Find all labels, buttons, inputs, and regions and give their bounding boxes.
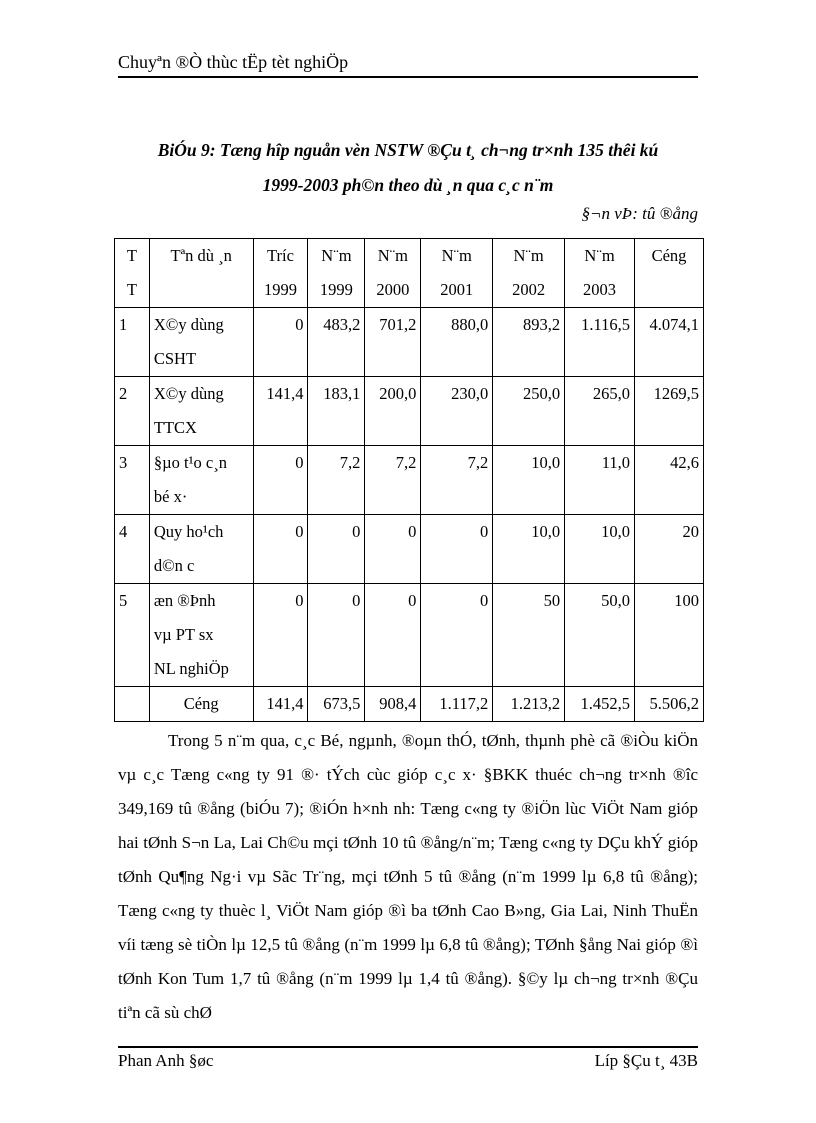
value-cell: 50 [493,584,565,687]
column-header-line: N¨m [513,246,544,265]
footer-author: Phan Anh §øc [118,1051,214,1070]
column-header [635,239,704,308]
column-header-line: 1999 [264,280,297,299]
project-name-line: X©y dùng [153,315,224,334]
value-cell: 11,0 [565,446,635,515]
value-cell: 893,2 [493,308,565,377]
row-number: 5 [115,584,150,687]
body-paragraph: Trong 5 n¨m qua, c¸c Bé, ngµnh, ®oµn thÓ, tØnh, thµnh phè cã ®iÒu kiÖn vµ c¸c Tæng c«ng ty 91 ®· tÝch cùc gióp c¸c x· §BKK thuéc ch¬ng tr×nh ®îc 349,169 tû ®ång (biÓu 7); ®iÓn h×nh nh: Tæng c«ng ty ®iÖn lùc ViÖt Nam gióp hai tØnh S¬n La, Lai Ch©u mçi tØnh 10 tû ®ång/n¨m; Tæng c«ng ty DÇu khÝ gióp tØnh Qu¶ng Ng·i vµ Sãc Tr¨ng, mçi tØnh 5 tû ®ång (n¨m 1999 lµ 6,8 tû ®ång); Tæng c«ng ty thuèc l¸ ViÖt Nam gióp ®ì ba tØnh Cao B»ng, Gia Lai, Ninh ThuËn víi tæng sè tiÒn lµ 12,5 tû ®ång (n¨m 1999 lµ 6,8 tû ®ång); TØnh §ång Nai gióp ®ì tØnh Kon Tum 1,7 tû ®ång (n¨m 1999 lµ 1,4 tû ®ång). §©y lµ ch¬ng tr×nh ®Çu tiªn cã sù chØ [118,731,698,1022]
value-cell: 10,0 [493,515,565,584]
column-header [149,239,253,308]
table-row [115,308,704,377]
table-caption [118,133,698,203]
header-rule [118,76,698,78]
value-cell: 483,2 [308,308,365,377]
project-name [149,377,253,446]
caption-line-1: BiÓu 9: Tæng hîp nguån vèn NSTW ®Çu t¸ ch¬ng tr×nh 135 thêi kú [157,140,659,160]
table-row [115,377,704,446]
column-header-line: N¨m [584,246,615,265]
value-cell: 100 [635,584,704,687]
value-cell: 0 [365,515,421,584]
project-name-line: æn ®Þnh [153,591,216,610]
project-name-line: bé x· [153,487,188,506]
project-name [149,584,253,687]
table-row [115,446,704,515]
total-value-cell: 141,4 [253,687,308,722]
total-value-cell: 1.213,2 [493,687,565,722]
column-header-line: T [126,280,137,299]
total-value-cell: 908,4 [365,687,421,722]
row-number: 2 [115,377,150,446]
value-cell: 141,4 [253,377,308,446]
value-cell: 7,2 [308,446,365,515]
column-header [365,239,421,308]
row-number: 4 [115,515,150,584]
column-header [115,239,150,308]
value-cell: 880,0 [421,308,493,377]
footer-class: Líp §Çu t¸ 43B [594,1051,698,1070]
value-cell: 0 [253,584,308,687]
value-cell: 42,6 [635,446,704,515]
column-header [308,239,365,308]
column-header-line: Céng [651,246,687,265]
value-cell: 7,2 [365,446,421,515]
table-header [115,239,704,308]
column-header [565,239,635,308]
value-cell: 183,1 [308,377,365,446]
column-header-line: Tríc [267,246,294,265]
value-cell: 1.116,5 [565,308,635,377]
row-number: 1 [115,308,150,377]
total-value-cell: 5.506,2 [635,687,704,722]
total-value-cell: 1.452,5 [565,687,635,722]
value-cell: 0 [253,308,308,377]
value-cell: 0 [421,584,493,687]
project-name-line: CSHT [153,349,197,368]
column-header-line: 2002 [512,280,546,299]
value-cell: 7,2 [421,446,493,515]
column-header-line: Tªn dù ¸n [170,246,232,265]
column-header-line: N¨m [441,246,472,265]
project-name-line: vµ PT sx [153,625,214,644]
total-label: Céng [149,687,253,722]
body-paragraph-block [118,724,698,1030]
funding-table [114,238,704,722]
column-header-line: 1999 [319,280,353,299]
value-cell: 200,0 [365,377,421,446]
running-header: Chuyªn ®Ò thùc tËp tèt nghiÖp [118,52,349,72]
total-row [115,687,704,722]
project-name [149,515,253,584]
project-name [149,446,253,515]
unit-note: §¬n vÞ: tû ®ång [581,204,698,223]
table-body [115,308,704,722]
value-cell: 0 [253,515,308,584]
total-value-cell: 1.117,2 [421,687,493,722]
project-name-line: Quy ho¹ch [153,522,224,541]
column-header-line: T [126,246,137,265]
row-number: 3 [115,446,150,515]
column-header [493,239,565,308]
table-row [115,584,704,687]
value-cell: 4.074,1 [635,308,704,377]
project-name [149,308,253,377]
value-cell: 701,2 [365,308,421,377]
column-header-line: N¨m [377,246,408,265]
project-name-line: X©y dùng [153,384,224,403]
value-cell: 265,0 [565,377,635,446]
caption-line-2: 1999-2003 ph©n theo dù ¸n qua c¸c n¨m [262,175,554,195]
value-cell: 0 [308,515,365,584]
column-header-line: N¨m [321,246,352,265]
footer-rule [118,1046,698,1048]
empty-cell [115,687,150,722]
column-header-line: 2001 [440,280,474,299]
value-cell: 0 [421,515,493,584]
column-header [253,239,308,308]
column-header-line: 2000 [376,280,410,299]
project-name-line: §µo t¹o c¸n [153,453,227,472]
value-cell: 230,0 [421,377,493,446]
value-cell: 0 [365,584,421,687]
project-name-line: NL nghiÖp [153,659,229,678]
column-header-line: 2003 [583,280,617,299]
value-cell: 10,0 [565,515,635,584]
value-cell: 50,0 [565,584,635,687]
total-value-cell: 673,5 [308,687,365,722]
value-cell: 10,0 [493,446,565,515]
project-name-line: TTCX [153,418,197,437]
table-row [115,515,704,584]
value-cell: 1269,5 [635,377,704,446]
header-row [115,239,704,308]
value-cell: 0 [308,584,365,687]
value-cell: 0 [253,446,308,515]
project-name-line: d©n c [153,556,195,575]
column-header [421,239,493,308]
value-cell: 20 [635,515,704,584]
value-cell: 250,0 [493,377,565,446]
